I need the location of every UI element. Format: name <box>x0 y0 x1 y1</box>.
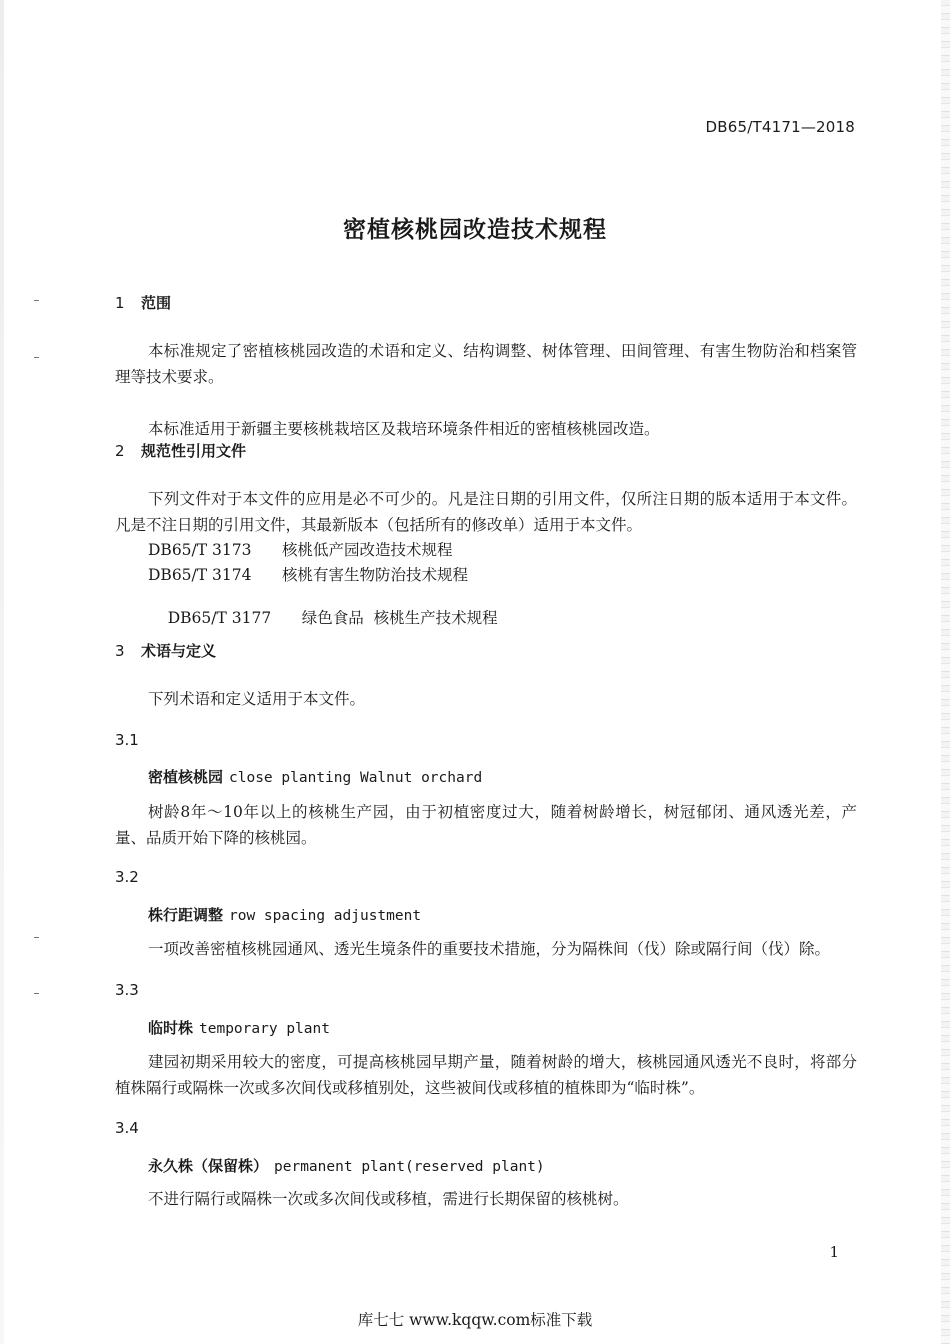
section-heading-normative <box>115 440 246 461</box>
footer-watermark: 库七七 www.kqqw.com标准下载 <box>357 1311 593 1329</box>
term-chinese: 临时株 <box>148 1019 194 1037</box>
section-heading-terms <box>115 640 216 661</box>
section-title: 范围 <box>141 294 172 312</box>
reference-code: DB65/T 3173 <box>148 541 252 559</box>
scan-edge-right <box>941 0 950 1344</box>
section-number: 2 <box>115 442 125 460</box>
term-definition: 建园初期采用较大的密度，可提高核桃园早期产量，随着树龄的增大，核桃园通风透光不良时，将部分植株隔行或隔株一次或多次间伐或移植别处，这些被间伐或移植的植株即为“临时株”。 <box>115 1053 857 1097</box>
term-heading <box>148 1155 545 1176</box>
term-heading <box>148 1017 330 1038</box>
term-english: row spacing adjustment <box>229 908 422 924</box>
clause-number: 3.1 <box>115 731 139 749</box>
term-definition: 不进行隔行或隔株一次或多次间伐或移植，需进行长期保留的核桃树。 <box>148 1190 629 1208</box>
section-title: 术语与定义 <box>141 642 217 660</box>
term-definition: 一项改善密植核桃园通风、透光生境条件的重要技术措施，分为隔株间（伐）除或隔行间（伐）除。 <box>148 940 831 958</box>
term-english: temporary plant <box>199 1021 330 1037</box>
term-chinese: 永久株（保留株） <box>148 1157 269 1175</box>
section-heading-scope <box>115 292 171 313</box>
term-definition: 树龄8年～10年以上的核桃生产园，由于初植密度过大，随着树龄增长，树冠郁闭、通风透光差，产量、品质开始下降的核桃园。 <box>115 803 857 847</box>
scan-mark <box>34 993 39 994</box>
standard-code: DB65/T4171—2018 <box>705 118 855 136</box>
reference-title: 核桃有害生物防治技术规程 <box>282 566 469 584</box>
scan-mark <box>34 937 39 938</box>
scope-paragraph-1: 本标准规定了密植核桃园改造的术语和定义、结构调整、树体管理、田间管理、有害生物防治和档案管理等技术要求。 <box>115 342 857 386</box>
section-number: 3 <box>115 642 125 660</box>
clause-number: 3.2 <box>115 868 139 886</box>
scan-mark <box>34 300 39 301</box>
clause-number: 3.4 <box>115 1119 139 1137</box>
reference-row <box>148 588 498 646</box>
term-english: permanent plant(reserved plant) <box>274 1159 545 1175</box>
reference-title: 核桃低产园改造技术规程 <box>282 541 453 559</box>
term-english: close planting Walnut orchard <box>229 770 483 786</box>
term-heading <box>148 766 482 787</box>
reference-row <box>148 538 453 560</box>
terms-intro: 下列术语和定义适用于本文件。 <box>148 690 366 708</box>
reference-title: 绿色食品 核桃生产技术规程 <box>301 609 498 627</box>
page-number: 1 <box>829 1243 839 1261</box>
scope-paragraph-2: 本标准适用于新疆主要核桃栽培区及栽培环境条件相近的密植核桃园改造。 <box>148 420 660 438</box>
document-title: 密植核桃园改造技术规程 <box>343 217 607 243</box>
term-chinese: 密植核桃园 <box>148 768 224 786</box>
term-chinese: 株行距调整 <box>148 906 224 924</box>
reference-row <box>148 563 468 585</box>
term-heading <box>148 904 421 925</box>
scan-edge-left <box>0 0 4 1344</box>
reference-code: DB65/T 3177 <box>167 609 272 627</box>
clause-number: 3.3 <box>115 981 139 999</box>
scan-mark <box>34 357 39 358</box>
section-title: 规范性引用文件 <box>141 442 247 460</box>
reference-code: DB65/T 3174 <box>148 566 252 584</box>
section-number: 1 <box>115 294 125 312</box>
normative-paragraph: 下列文件对于本文件的应用是必不可少的。凡是注日期的引用文件，仅所注日期的版本适用于本文件。凡是不注日期的引用文件，其最新版本（包括所有的修改单）适用于本文件。 <box>115 490 857 534</box>
